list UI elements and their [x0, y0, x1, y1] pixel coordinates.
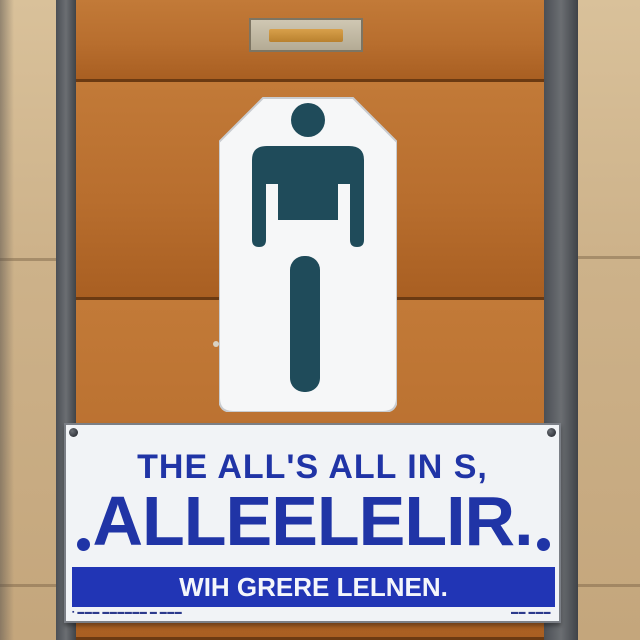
stone-wall-left — [0, 0, 62, 640]
rivet — [69, 428, 78, 437]
sign-fine-print: ▪ ▬▬▬ ▬▬▬▬▬▬ ▬ ▬▬▬ — [72, 609, 183, 616]
rivet — [547, 428, 556, 437]
metal-nameplate — [249, 18, 363, 52]
wall-seam — [578, 584, 640, 587]
sign-fine-print: ▬▬ ▬▬▬ — [511, 609, 551, 616]
sign-blue-band — [72, 567, 555, 607]
wall-seam — [578, 256, 640, 259]
wall-shadow — [0, 0, 14, 640]
text-sign-board — [64, 423, 561, 623]
sign-bullet — [537, 538, 550, 551]
nameplate-slot — [269, 29, 343, 42]
restroom-pictogram-sign — [219, 96, 397, 412]
sign-main-word: ALLEELELIR. — [92, 482, 533, 560]
stone-wall-right — [578, 0, 640, 640]
sign-heading: THE ALL'S ALL IN S, — [137, 448, 488, 486]
sign-bullet — [77, 538, 90, 551]
sign-subtitle: WIH GRERE LELNEN. — [179, 572, 448, 602]
person-figure-icon — [219, 96, 397, 412]
